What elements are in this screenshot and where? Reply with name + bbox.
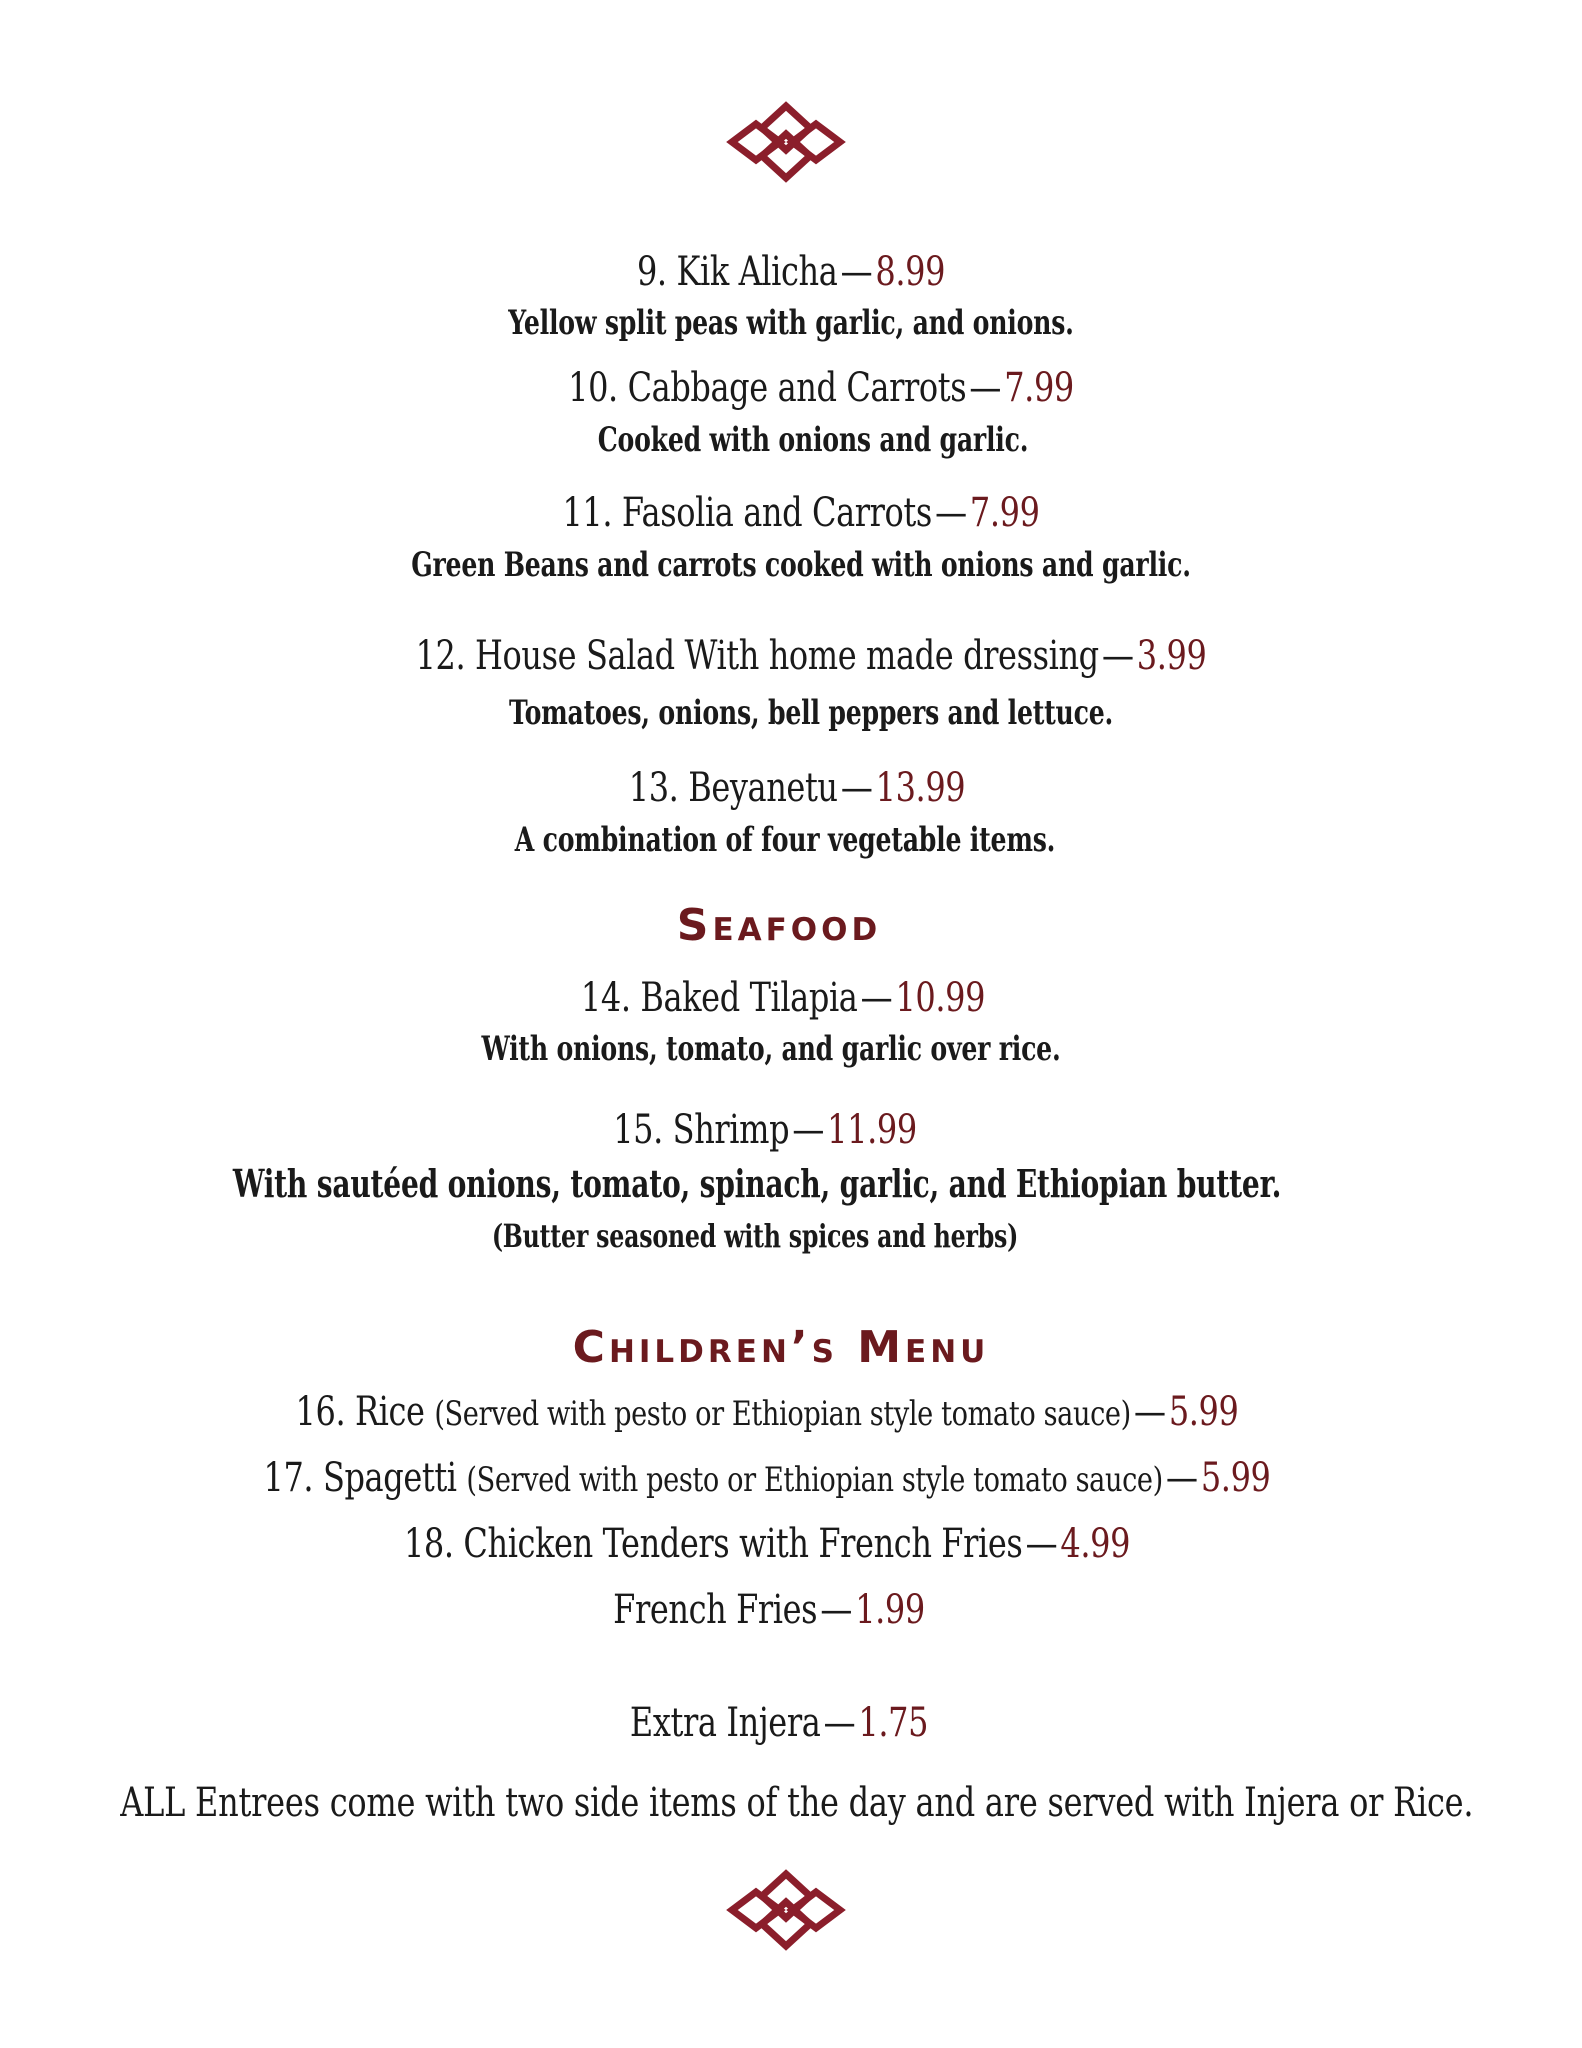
price: 5.99 [1200,1455,1271,1501]
menu-item-description: A combination of four vegetable items. [514,820,1056,860]
endless-knot-icon [722,1868,850,1952]
menu-item-description: With sautéed onions, tomato, spinach, garlic, and Ethiopian butter. [232,1161,1282,1206]
menu-item-title: 11. Fasolia and Carrots—7.99 [562,490,1040,536]
menu-item-description: With onions, tomato, and garlic over rice. [481,1029,1061,1069]
menu-item-title: 17. Spagetti (Served with pesto or Ethiopian style tomato sauce)—5.99 [263,1455,1271,1501]
section-heading-seafood: Seafood [676,900,882,951]
menu-item-title: 13. Beyanetu—13.99 [628,765,966,811]
menu-item-note: (Served with pesto or Ethiopian style tomato sauce) [434,1394,1131,1434]
menu-item-title: 14. Baked Tilapia—10.99 [580,975,986,1021]
menu-item-title: 16. Rice (Served with pesto or Ethiopian style tomato sauce)—5.99 [295,1389,1239,1435]
menu-item-description: Green Beans and carrots cooked with onions and garlic. [411,545,1191,585]
menu-item-description: Cooked with onions and garlic. [597,420,1029,460]
menu-item-title: 9. Kik Alicha—8.99 [636,249,946,295]
price: 1.99 [855,1587,925,1633]
menu-item-title: 12. House Salad With home made dressing—3.99 [415,633,1207,679]
price: 5.99 [1168,1389,1239,1435]
menu-item-title: French Fries—1.99 [613,1587,925,1633]
menu-item-title: 10. Cabbage and Carrots—7.99 [568,365,1074,411]
price: 7.99 [969,490,1040,536]
endless-knot-icon [722,100,850,184]
price: 3.99 [1136,633,1207,679]
price: 4.99 [1060,1521,1131,1567]
entrees-footnote: ALL Entrees come with two side items of the day and are served with Injera or Rice. [120,1780,1474,1826]
price: 10.99 [895,975,986,1021]
price: 7.99 [1004,365,1074,411]
menu-item-title: 18. Chicken Tenders with French Fries—4.99 [403,1521,1131,1567]
price: 11.99 [827,1107,917,1153]
menu-item-title: 15. Shrimp—11.99 [613,1107,917,1153]
menu-item-description: Yellow split peas with garlic, and onions. [508,303,1074,343]
price: 8.99 [875,249,946,295]
section-heading-childrens-menu: Children’s Menu [572,1322,990,1373]
price: 13.99 [875,765,966,811]
menu-item-description: Tomatoes, onions, bell peppers and lettuce. [508,693,1114,733]
menu-item-note: (Served with pesto or Ethiopian style tomato sauce) [466,1460,1163,1500]
menu-item-title: Extra Injera—1.75 [629,1700,929,1746]
price: 1.75 [858,1700,929,1746]
menu-item-note: (Butter seasoned with spices and herbs) [491,1217,1019,1255]
